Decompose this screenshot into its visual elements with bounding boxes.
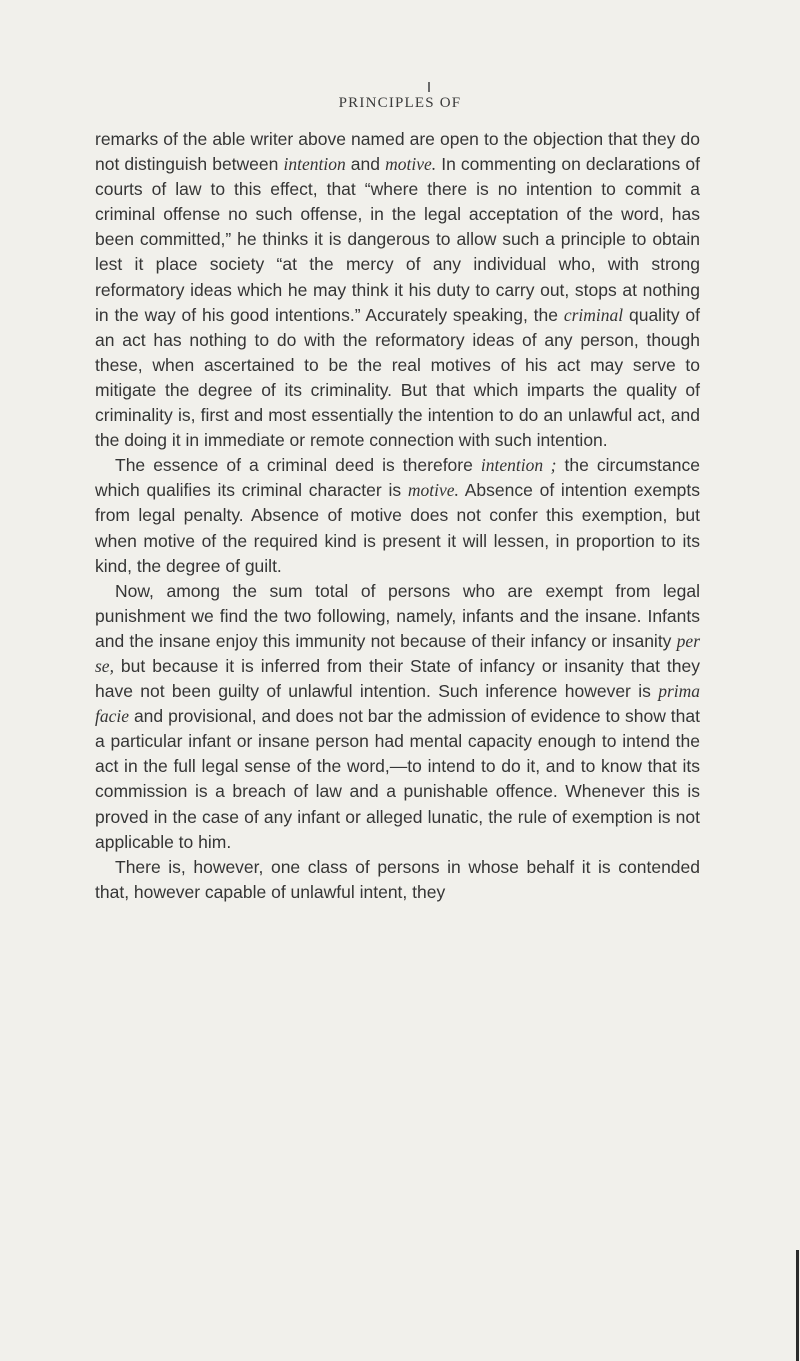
paragraph-1 <box>95 127 700 453</box>
italic-run: prima facie <box>95 681 700 727</box>
text-run: and provisional, and does not bar the admission of evidence to show that a particular infant or insane person had mental capacity enough to intend the act in the full legal sense of the word,—to intend to do it, and to know that its commission is a breach of law and a punishable offence. Whenever this is proved in the case of any infant or alleged lunatic, the rule of exemption is not applicable to him. <box>95 706 700 852</box>
text-run: Now, among the sum total of persons who are exempt from legal punishment we find the two following, namely, infants and the insane. Infants and the insane enjoy this immunity not because of their infancy or insanity <box>95 580 700 651</box>
text-run: remarks of the able writer above named are open to the objection that they do not distinguish between <box>95 129 700 175</box>
italic-run: motive. <box>385 154 437 175</box>
text-run: the circumstance which qualifies its criminal character is <box>95 455 700 501</box>
italic-run: intention <box>283 154 346 175</box>
italic-run: motive. <box>407 480 459 501</box>
paragraph-2 <box>95 453 700 578</box>
paragraph-4 <box>95 855 700 905</box>
italic-run: per se, <box>95 630 700 676</box>
running-head: PRINCIPLES OF <box>338 95 462 111</box>
italic-run: intention ; <box>480 455 557 476</box>
text-run: but because it is inferred from their State of infancy or insanity that they have not been guilty of unlawful intention. Such inference however is <box>95 655 700 702</box>
text-run: The essence of a criminal deed is therefore <box>115 455 481 476</box>
body-text <box>95 127 700 905</box>
text-run: In commenting on declarations of courts of law to this effect, that “where there is no intention to commit a criminal offense no such offense, in the legal acceptation of the word, has been committed,” he thinks it is dangerous to allow such a principle to obtain lest it place society “at the mercy of any individual who, with strong reformatory ideas which he may think it his duty to carry out, stops at nothing in the way of his good intentions.” Accurately speaking, the <box>95 154 700 325</box>
italic-run: criminal <box>563 304 624 325</box>
paragraph-3 <box>95 579 700 855</box>
scan-edge-line <box>796 1250 799 1361</box>
page-mark <box>428 82 430 92</box>
text-run: and <box>345 154 386 175</box>
text-run: Absence of intention exempts from legal penalty. Absence of motive does not confer this exemption, but when motive of the required kind is present it will lessen, in proportion to its kind, the degree of guilt. <box>95 480 700 576</box>
text-run: There is, however, one class of persons in whose behalf it is contended that, however capable of unlawful intent, they <box>95 856 700 902</box>
text-run: quality of an act has nothing to do with the reformatory ideas of any person, though these, when ascertained to be the real motives of his act may serve to mitigate the degree of its criminality. But that which imparts the quality of criminality is, first and most essentially the intention to do an unlawful act, and the doing it in immediate or remote connection with such intention. <box>95 304 700 451</box>
